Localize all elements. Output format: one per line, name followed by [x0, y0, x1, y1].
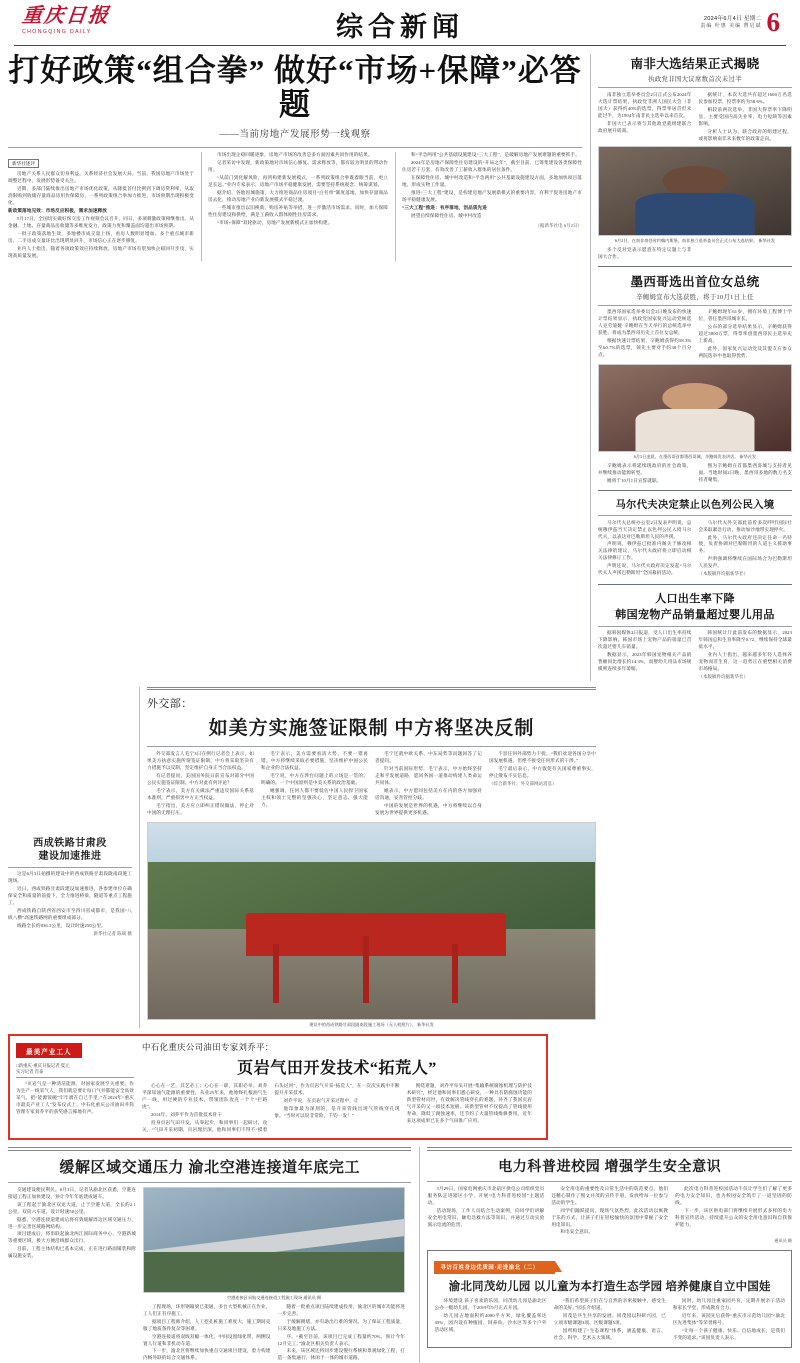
lead-col1-text: 房地产关系人民群众切身利益，关系经济社会发展大局。当前，我国房地产市场处于调整过程中，发展形势备受关注。 近期，多部门陆续推出房地产市场优化政策，从降低首付比例到下调房贷利率，从取消限购到收储存量商品房用作保障房，一系列政策组合拳加力推进，市场预期出现积极变化。 新政策落地见效：市场反应积极，需求加速释放 5月17日，全国切实做好保交房工作视频会议召开，同日，多项刺激政策相继推出。从金融、土地、存量商品房收储等多维度发力，政策力度和覆盖面均超出市场预期。 一批子政策落地生效，多地楼市成交量上扬，看房人数明显增加。多个重点城市新房、二手房成交量环比出现明显回升，市场信心正在逐步修复。 业内人士指出，随着各项政策效应持续释放，房地产市场有望加快企稳回升步伐，实现高质量发展。: [8, 171, 194, 259]
mexico-headline: 墨西哥选出首位女总统: [630, 274, 760, 289]
kindergarten-banner: 寻访百姓身边优质园·走进渝北（二）: [434, 1261, 554, 1273]
south-africa-caption: 6月2日，在南非豪登省约翰内斯堡，南非独立选举委员会正式公布大选结果。 新华社发: [614, 237, 776, 243]
airport-photo-caption: 空港连接区采航交通连接道工程施工现场 通讯员 摄: [226, 1294, 322, 1300]
airport-text2: 工程现场，环形钢箱梁已架通，多台大型机械正在作业，工人们正有序施工。 据项目工程师介绍，人工挖孔桩施工难度大，施工期间克服了地质条件复杂等困难。 空港连接道将双线双幅一体化，中间设置绿化带，两侧设置人行道和非机动车道。 下一步，渝北区将继续加快重点交通项目建设，着力构建内畅外联的综合交通体系。 随着一批重点项目陆续建成投用，渝北区的城市功能将进一步完善。 于缓解拥堵，亦有助出行难的情况。为了保证工程质量，只采及地施工方法。 序。“截至目前，该项目已完成工程量约70%，预计今年12月完工。”渝北区相关负责人表示。 未来，该区域还将同步建设慢行系统和景观绿化工程，打造一条集通行、休闲于一体的城市道路。: [143, 1303, 405, 1361]
mfa-text: 外交部发言人毛宁3日在例行记者会上表示，如果美方执意实施所谓签证限制，中方将采取坚决有力措施予以反制，坚定维护自身正当合法权益。 有记者提问，美国国务院日前宣布对部分中国公民实施签证限制。中方对此有何评论？ 毛宁表示，美方有关做法严重违反国际关系基本准则，严重损害中方正当权益。 毛宁指出，美方应立即纠正错误做法，停止对中国的无理打压。 毛宁表示，美方需要看清大势，不要一错再错。中方将继续采取必要措施，坚决维护中国公民和企业的合法权益。 毛宁说，中方在涉台问题上的立场是一贯的、明确的。一个中国原则是中美关系的政治基础。 她强调，任何人都不要低估中国人民捍卫国家主权和领土完整的坚强决心、坚定意志、强大能力。 毛宁还就中欧关系、中东局势等问题回答了记者提问。 针对当前国际形势，毛宁表示，中方始终坚持走和平发展道路，愿同各国一道推动构建人类命运共同体。 她表示，中方愿同包括美方在内的各方加强对话沟通，妥善管控分歧。 中国的发展是世界的机遇，中方将继续以自身发展为世界提供更多机遇。 不容任何外部势力干扰。“我们欢迎各国分享中国发展机遇，但绝不接受任何形式的干涉。” 毛宁最后表示，中方敦促有关国家尊重事实，停止散布不实信息。 （综合新华社、外交部网站消息）: [147, 750, 596, 815]
mfa-headline: 如美方实施签证限制 中方将坚决反制: [208, 718, 535, 740]
korea-text: 据韩国媒体2日报道，受人口出生率持续下降影响，韩国市场上宠物产品的销量已首次超过婴儿车销量。 数据显示，2023年韩国宠物相关产品销售额同比增长约14.3%，而婴幼儿用品市场规模则连续多年萎缩。 韩国统计厅此前发布的数据显示，2023年韩国总和生育率降至0.72，继续保持全球最低水平。 业内人士指出，越来越多年轻人选择养宠物而非生育，这一趋势正在重塑相关消费市场格局。 （本版稿件均据新华社）: [598, 630, 792, 680]
airport-road-photo: [143, 1187, 405, 1293]
logo-english: CHONGQING DAILY: [22, 29, 92, 35]
korea-headline-1: 人口出生率下降: [655, 592, 735, 605]
feature-text: 心心在一艺，其艺必工；心心在一职，其职必举。刘乔平深知油气能源的重要性，从业25年来，他始终扎根油气生产一线，用过硬的专业技术，带领团队攻克一个个“拦路虎”。 2014年，刘乔平作为首批技术骨干 投身页岩气田开发，从零起步，和同事们一起研讨、攻关，“气田开采初期，页岩埋层深，他和同事们不得不“摸着石头过河”，作为页岩气开采“拓荒人”，在一次次实践中不断提升开采技术。 刘乔平说，在页岩气开采过程中，让 他印象最为深刻的，是开采管线出现气管线穿孔现象。“当时可以说非常险，千钧一发！” 围绕难题，刘乔平牵头开展“集输系统腐蚀机理与防护技术研究”，经过他和同事们悉心研发，一种具有防腐蚀功能的新型管材问世，有效解决管线穿孔的难题，补齐了我国页岩气开采的又一项技术短板。该新型管材不仅提高了管线使用寿命，降低了腐蚀速率，还节约了大量管线维修费用。近年来这项成果已在多个气田推广应用。: [142, 1082, 532, 1132]
south-africa-photo: [598, 146, 792, 236]
bottom-right-column: [419, 1147, 792, 1363]
airport-col1: 交通建设便民利民。6月3日，记者从渝北区获悉，空港连接道工程正加快建设，预计今年年底建成通车。 该工程起于渝北区双龙大道，止于空港大道，全长约2.1公里，双向六车道，设计时速50公里。 据悉，空港连接道建成后将有效缓解周边区域交通压力，进一步完善区域路网结构。 项目建成后，将串联起渝北两江国际商务中心、空港新城等重要区域，极大方便沿线群众出行。 目前，工程主体结构已基本完成，正在进行路面铺装和附属设施安装。: [8, 1186, 136, 1259]
feature-box: [8, 1034, 548, 1141]
publication-date: [700, 16, 761, 29]
mexico-text: 墨西哥国家选举委员会2日晚发布的快速计票结果显示，执政党国家复兴运动党候选人克劳迪娅·辛鲍姆在当天举行的总统选举中获胜，将成为墨西哥历史上首位女总统。 根据快速计票结果，辛鲍姆获得约58.3%至60.7%的选票，领先主要对手约30个百分点。 辛鲍姆现年61岁，拥有环境工程博士学位，曾任墨西哥城市长。 公布的部分选举结果显示，辛鲍姆获得超过5800万票，得票率创墨西哥民主选举史上新高。 此外，国家复兴运动党及其盟友在参众两院选举中也取得优势。: [598, 309, 792, 359]
mexico-caption: 6月3日凌晨，在墨西哥首都墨西哥城，辛鲍姆发表讲话。 新华社发: [633, 453, 757, 459]
railway-headline-2: 建设加速推进: [38, 850, 102, 862]
lead-column-1: [8, 152, 194, 261]
bottom-section: [8, 1147, 792, 1363]
south-africa-text: 南非独立选举委员会2日正式公布2024年大选计票结果，执政党非洲人国民大会（非国大）获得约40%的选票，得票率居首但未能过半，为1994年南非民主选举以来首次。 非国大已表示将与其他政党就组建联合政府展开磋商。 据统计，本次大选共有超过1600万名选民参加投票，投票率约为58.6%。 相较前两次选举，非国大得票率下降明显，主要受国内高失业率、电力短缺等因素影响。 分析人士认为，联合政府的组建过程，或将影响南非未来数年的政策走向。: [598, 91, 792, 141]
feature-right: [142, 1041, 532, 1134]
feature-kicker: 中石化重庆公司油田专家刘乔平：: [142, 1042, 274, 1052]
mid-section: [8, 687, 792, 1028]
bridge-construction-photo: [147, 822, 596, 1020]
south-africa-subhead: 执政党非国大议席数首次未过半: [648, 76, 742, 84]
article-south-africa: [598, 54, 792, 260]
page-number: 6: [766, 7, 780, 37]
south-africa-text2: 多个反对党表示愿意在特定议题上与非国大合作。: [598, 246, 692, 259]
lead-subhead: ——当前房地产发展形势一线观察: [219, 130, 371, 141]
lead-column-3: [395, 152, 582, 261]
feature-byline: □新重庆-重庆日报记者 夏元 实习记者 肖泰: [16, 1063, 134, 1078]
article-railway: [8, 687, 132, 1028]
mexico-photo: [598, 364, 792, 452]
south-africa-headline: 南非大选结果正式揭晓: [630, 57, 760, 72]
feature-col1: “页岩气是一种清洁能源，对国家发展至关重要。作为生产一线采气人，我们就是要让每口气井都能安全高效采气，把“能源饭碗”牢牢端在自己手里。”在2024年“重庆市最美产业工人”发布仪式上，中石化重庆公司油田井筒管理专家刘乔平的获奖感言掷地有声。: [16, 1080, 134, 1114]
article-korea: [598, 590, 792, 681]
kindergarten-headline: 渝北同茂幼儿园 以儿童为本打造生态学园 培养健康自立中国娃: [448, 1281, 771, 1294]
page-title: 综合新闻: [336, 12, 464, 42]
power-text: 5月29日，国家电网重庆市北碚区供电公司组织党员服务队走进辖区小学，开展“电力科普进校园”主题活动。 活动现场，工作人员结合生动案例，向同学们讲解安全用电常识、触电急救方法等知识，并通过互动实验演示电流的危害。 安全用电的重要性及日常生活中的防范要点。他们还精心制作了图文并茂的宣传手册，发放给每一位参与活动的学生。 同学们踊跃提问，现场气氛热烈。此次活动以寓教于乐的方式，让孩子们在轻松愉快的氛围中掌握了安全用电知识。 和电安全意识。 此次电力科普进校园活动不仅让学生们了解了更多的电力安全知识，也为校园安全筑牢了一道坚固的防线。 下一步，该区供电部门将继续开展形式多样的电力科普宣传活动，持续提升公众的安全用电意识和自我保护能力。: [427, 1185, 792, 1235]
feature-headline: 页岩气田开发技术“拓荒人”: [237, 1059, 437, 1077]
feature-red-tag: 最美产业工人: [16, 1043, 82, 1058]
airport-headline: 缓解区域交通压力 渝北空港连接道年底完工: [59, 1160, 361, 1177]
editor-line: 责编 叶惠 美编 曹启斌: [700, 22, 762, 29]
korea-headline-2: 韩国宠物产品销量超过婴儿用品: [615, 608, 775, 621]
lead-kicker: 新华社述评: [8, 159, 39, 168]
masthead-rule: [14, 45, 786, 46]
lead-col3-text: 和“平急两用”公共基础设施建设“三大工程”，是破解房地产发展难题的重要抓手。 2024年是房地产保障性住房建设的“开局之年”，截至目前，已筹集建设各类保障性住房若干万套，有效改善了工薪收入群体的居住条件。 在保障性住房、城中村改造和“平急两用”公共基础设施建设方面，多地加快项目落地，形成实物工作量。 推进“三大工程”建设，是构建房地产发展新模式的重要内容，有利于促进房地产市场平稳健康发展。 “三大工程”推进：有序落地，创品质先进 展望后续保障性住房、城中村改造 （据新华社电 6月2日）: [402, 151, 582, 228]
world-news-column: [590, 54, 792, 680]
lead-story: [8, 54, 582, 680]
date-line: 2024年6月4日 星期二: [703, 15, 762, 22]
kindergarten-text: 环境建设 孩子喜欢的乐园，同茂幼儿园是渝北区公办一级幼儿园，于2019年9月正式开园。 幼儿园占地面积约4000平方米，绿化覆盖率达45%，园内设有种植园、饲养角、沙水区等多个户外活动区域。 “我们希望孩子们在与自然的亲密接触中，感受生命的美好。”园长介绍道。 同茂是共生共享的发展。同茂园以科研兴园，已立项市级课题3项、区级课题5项。 园所构建了“生态课程”体系，涵盖健康、语言、社会、科学、艺术五大领域。 同时，幼儿园注重家园共育，定期开展亲子活动和家长学堂，形成教育合力。 近年来，该园先后获得“重庆市示范幼儿园”“渝北区先进集体”等荣誉称号。 “让每一个孩子健康、快乐、自信地成长，是我们不变的追求。”该园负责人表示。: [434, 1298, 785, 1341]
power-signature: 通讯员 摄: [774, 1238, 792, 1244]
article-airport: [8, 1147, 411, 1363]
article-mexico: [598, 272, 792, 485]
maldives-text: 马尔代夫总统办公室2日发表声明说，总统穆伊兹当天决定禁止以色列公民入境马尔代夫，以表达对巴勒斯坦人民的声援。 声明说，穆伊兹已批准内阁关于修改相关法律的建议，马尔代夫政府将立即启动相关法律修订工作。 声明还说，马尔代夫政府决定发起“马尔代夫人声援巴勒斯坦”全国募捐活动。 马尔代夫外交部此前曾多次呼吁国际社会采取紧急行动，推动加沙地带实现停火。 此外，马尔代夫政府还决定任命一名特使，负责协调对巴勒斯坦的人道主义援助事务。 声明强调将继续在国际场合为巴勒斯坦人民发声。 （本版稿件均据新华社）: [598, 519, 792, 577]
feature-left: [16, 1041, 134, 1134]
lead-column-2: [201, 152, 388, 261]
railway-headline-1: 西成铁路甘肃段: [33, 837, 107, 849]
masthead: [8, 0, 792, 44]
power-headline: 电力科普进校园 增强学生安全意识: [498, 1160, 722, 1176]
mexico-text2: 辛鲍姆表示将延续现政府的社会政策，并继续推动能源转型。 她将于10月1日宣誓就职。 图为辛鲍姆在首都墨西哥城与支持者见面。当地时间2日晚，墨西哥多地的数万名支持者聚集。: [598, 462, 792, 483]
article-mfa: [139, 687, 596, 1028]
article-maldives: [598, 496, 792, 579]
maldives-headline: 马尔代夫决定禁止以色列公民入境: [615, 499, 775, 511]
mexico-subhead: 辛鲍姆宣布大选获胜，将于10月1日上任: [636, 293, 754, 301]
lead-headline: 打好政策“组合拳” 做好“市场+保障”必答题: [8, 53, 582, 122]
article-kindergarten: [427, 1250, 792, 1348]
masthead-meta: [700, 7, 780, 37]
mfa-kicker: 外交部：: [147, 698, 193, 711]
railway-text: 这是6月3日拍摄的建设中的西成铁路甘肃段陇南段施工现场。 近日，西成铁路甘肃段建设加速推进，各参建单位在确保安全和质量的前提下，全力推进桥梁、隧道等重点工程施工。 西成铁路自陕西省西安市至四川省成都市，是我国“八纵八横”高速铁路网的重要组成部分。 线路全长约836.5公里，设计时速250公里。 新华社记者 陈斌 摄: [8, 871, 132, 937]
airport-right: [143, 1187, 405, 1363]
logo-chinese: 重庆日报: [20, 5, 112, 27]
lead-col2-text: 市场出现企稳回暖迹象，房地产市场的改善是多方面因素共同作用的结果。 记者采访中发现，新政策地对市场信心修复、需求释放等，都有较为明显的带动作用。 “从前门到化解风险，再到构建新发展模式，一系列政策组合拳既着眼当前，更立足长远。”业内专家表示，房地产市场平稳健康发展，需要坚持系统观念、统筹谋划。 据介绍，各地因城施策，大力推进商品住房项目“白名单”制度落地，加快存量商品房去化，推动房地产业向新发展模式平稳过渡。 一些城市推出以旧换新、购房补贴等举措，进一步激活市场需求。同时，加大保障性住房建设和供给，满足工薪收入群体刚性住房需求。 “市场+保障”双轮驱动，房地产发展新模式正加快构建。: [208, 151, 388, 225]
upper-section: [8, 54, 792, 680]
bridge-photo-caption: 建设中的西成铁路甘肃段陇南段施工现场（无人机照片）。 新华社发: [309, 1021, 434, 1027]
